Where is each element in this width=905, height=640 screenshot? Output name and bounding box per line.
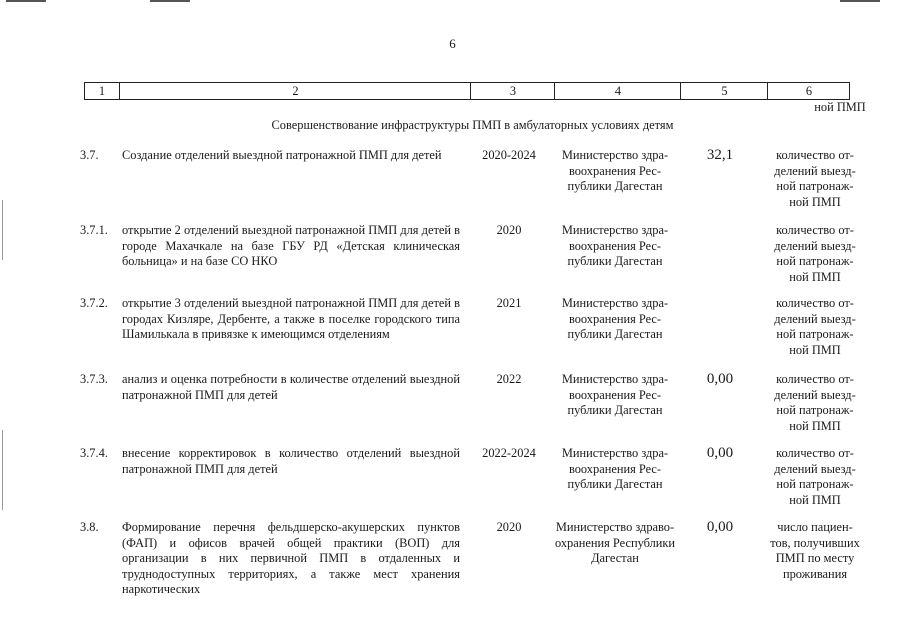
- top-edge-line: [6, 0, 46, 2]
- row-responsible: Министерство здра- воохранения Рес- публики Дагестан: [561, 372, 669, 417]
- row-indicator: количество от- делений выезд- ной патронаж- ной ПМП: [774, 296, 856, 357]
- row-funding: 32,1: [706, 147, 734, 163]
- row-funding: 0,00: [706, 519, 734, 535]
- row-description: Формирование перечня фельдшерско-акушерских пунктов (ФАП) и офисов врачей общей практики (ВОП) для организации в них первичной ПМП в отдаленных и труднодоступных территориях, а также мест хранения наркотических: [122, 520, 460, 596]
- top-edge-line: [150, 0, 190, 2]
- row-period: 2022: [496, 372, 522, 386]
- row-number: 3.7.1.: [80, 223, 108, 237]
- page-number: 6: [449, 36, 456, 51]
- row-period: 2021: [496, 296, 522, 310]
- header-col-4: 4: [554, 83, 681, 99]
- row-indicator: количество от- делений выезд- ной патронаж- ной ПМП: [774, 372, 856, 433]
- scan-artifact: [2, 200, 3, 260]
- header-col-6: 6: [767, 83, 850, 99]
- row-number: 3.7.4.: [80, 446, 108, 460]
- row-number: 3.8.: [80, 520, 99, 534]
- table-header: [84, 82, 850, 100]
- header-col-3: 3: [470, 83, 555, 99]
- row-funding: 0,00: [706, 445, 734, 461]
- row-period: 2020: [496, 520, 522, 534]
- section-title: Совершенствование инфраструктуры ПМП в амбулаторных условиях детям: [271, 118, 674, 132]
- row-period: 2022-2024: [482, 446, 536, 460]
- carryover-text: ной ПМП: [814, 100, 866, 114]
- row-number: 3.7.3.: [80, 372, 108, 386]
- row-description: открытие 2 отделений выездной патронажной ПМП для детей в городе Махачкале на базе ГБУ РД «Детская клиническая больница» и на базе СО НКО: [122, 223, 460, 268]
- row-description: анализ и оценка потребности в количестве отделений выездной патронажной ПМП для детей: [122, 372, 460, 402]
- header-col-2: 2: [119, 83, 471, 99]
- top-edge-line: [840, 0, 880, 2]
- row-responsible: Министерство здра- воохранения Рес- публики Дагестан: [561, 148, 669, 193]
- scan-artifact: [2, 430, 3, 510]
- row-description: открытие 3 отделений выездной патронажной ПМП для детей в городах Кизляре, Дербенте, а также в поселке городского типа Шамилькала в привязке к имеющимся отделениям: [122, 296, 460, 341]
- row-indicator: количество от- делений выезд- ной патронаж- ной ПМП: [774, 223, 856, 284]
- row-responsible: Министерство здра- воохранения Рес- публики Дагестан: [561, 223, 669, 268]
- header-col-5: 5: [680, 83, 768, 99]
- row-responsible: Министерство здраво- охранения Республики Дагестан: [554, 520, 676, 565]
- header-col-1: 1: [98, 84, 106, 98]
- row-description: Создание отделений выездной патронажной ПМП для детей: [122, 148, 442, 162]
- row-number: 3.7.2.: [80, 296, 108, 310]
- row-period: 2020: [496, 223, 522, 237]
- row-indicator: количество от- делений выезд- ной патронаж- ной ПМП: [774, 446, 856, 507]
- row-indicator: количество от- делений выезд- ной патронаж- ной ПМП: [774, 148, 856, 209]
- row-number: 3.7.: [80, 148, 99, 162]
- row-responsible: Министерство здра- воохранения Рес- публики Дагестан: [561, 296, 669, 341]
- row-description: внесение корректировок в количество отделений выездной патронажной ПМП для детей: [122, 446, 460, 476]
- row-funding: 0,00: [706, 371, 734, 387]
- row-indicator: число пациен- тов, получивших ПМП по месту проживания: [770, 520, 860, 581]
- row-period: 2020-2024: [482, 148, 536, 162]
- row-responsible: Министерство здра- воохранения Рес- публики Дагестан: [561, 446, 669, 491]
